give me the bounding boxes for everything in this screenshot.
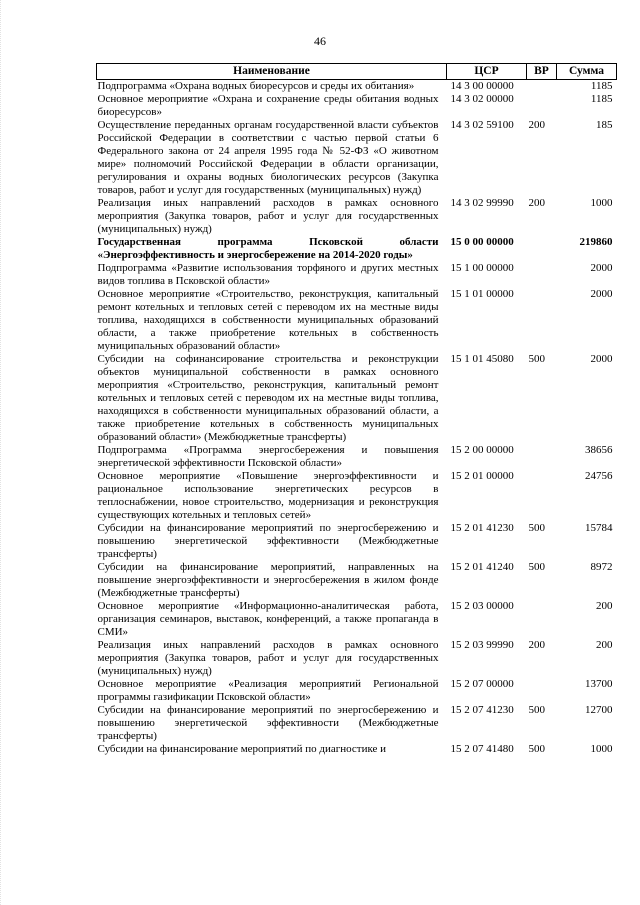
row-sum-cell: 200 xyxy=(596,639,613,651)
row-vr-cell: 200 xyxy=(528,197,545,209)
row-vr-cell xyxy=(527,93,557,119)
row-vr-cell: 500 xyxy=(528,743,545,755)
row-vr-cell xyxy=(527,80,557,94)
table-row xyxy=(97,678,617,704)
scan-edge xyxy=(0,0,11,905)
table-row xyxy=(97,119,617,197)
table-row xyxy=(97,80,617,94)
row-csr-cell: 15 0 00 00000 xyxy=(450,236,514,248)
row-name-cell: Реализация иных направлений расходов в рамках основного мероприятия (Закупка товаров, работ и услуг для государственных (муниципальных) нужд) xyxy=(97,197,439,235)
row-vr-cell xyxy=(527,262,557,288)
row-vr-cell xyxy=(527,678,557,704)
row-sum-cell: 12700 xyxy=(585,704,613,716)
row-vr-cell xyxy=(527,444,557,470)
budget-table xyxy=(96,63,617,756)
row-name-cell: Подпрограмма «Развитие использования торфяного и других местных видов топлива в Псковской области» xyxy=(97,262,439,287)
row-csr-cell: 15 1 01 00000 xyxy=(450,288,514,300)
row-name-cell: Субсидии на финансирование мероприятий по энергосбережению и повышению энергетической эффективности (Межбюджетные трансферты) xyxy=(97,522,439,560)
table-row xyxy=(97,262,617,288)
row-vr-cell: 500 xyxy=(528,522,545,534)
row-csr-cell: 14 3 02 00000 xyxy=(450,93,514,105)
row-vr-cell: 200 xyxy=(528,119,545,131)
row-sum-cell: 8972 xyxy=(590,561,613,573)
table-row xyxy=(97,288,617,353)
row-sum-cell: 38656 xyxy=(585,444,613,456)
row-name-cell: Субсидии на финансирование мероприятий по диагностике и xyxy=(97,743,387,755)
table-body xyxy=(97,80,617,757)
row-sum-cell: 2000 xyxy=(590,262,613,274)
row-sum-cell: 24756 xyxy=(585,470,613,482)
row-name-cell: Основное мероприятие «Повышение энергоэффективности и рациональное использование энергетических ресурсов в теплоснабжении, новое строительство, модернизация и реконструкция существующих котельных и тепловых сетей» xyxy=(97,470,439,521)
row-csr-cell: 14 3 02 99990 xyxy=(450,197,514,209)
row-name-cell: Основное мероприятие «Информационно-аналитическая работа, организация семинаров, выставок, конференций, а также пропаганда в СМИ» xyxy=(97,600,439,638)
row-csr-cell: 15 2 01 00000 xyxy=(450,470,514,482)
row-name-cell: Подпрограмма «Охрана водных биоресурсов и среды их обитания» xyxy=(97,80,415,92)
row-name-cell: Основное мероприятие «Реализация мероприятий Региональной программы газификации Псковской области» xyxy=(97,678,439,703)
row-csr-cell: 15 2 03 99990 xyxy=(450,639,514,651)
row-vr-cell: 500 xyxy=(528,353,545,365)
row-sum-cell: 13700 xyxy=(585,678,613,690)
row-name-cell: Подпрограмма «Программа энергосбережения и повышения энергетической эффективности Псковской области» xyxy=(97,444,439,469)
row-csr-cell: 15 1 00 00000 xyxy=(450,262,514,274)
column-header-vr: ВР xyxy=(527,64,557,80)
row-vr-cell: 200 xyxy=(528,639,545,651)
table-header-row xyxy=(97,64,617,80)
row-name-cell: Основное мероприятие «Строительство, реконструкция, капитальный ремонт котельных и тепловых сетей с переводом их на местные виды топлива, находящихся в собственности муниципальных образований области, а также приобретение котельных в собственность муниципальных образований области» xyxy=(97,288,439,352)
page-number: 46 xyxy=(314,34,326,48)
row-vr-cell xyxy=(527,470,557,522)
table-row xyxy=(97,197,617,236)
row-name-cell: Реализация иных направлений расходов в рамках основного мероприятия (Закупка товаров, работ и услуг для государственных (муниципальных) нужд) xyxy=(97,639,439,677)
row-sum-cell: 2000 xyxy=(590,353,613,365)
row-name-cell: Субсидии на финансирование мероприятий, направленных на повышение энергоэффективности и энергосбережения в жилом фонде (Межбюджетные трансферты) xyxy=(97,561,439,599)
row-csr-cell: 15 2 00 00000 xyxy=(450,444,514,456)
table-row xyxy=(97,639,617,678)
row-sum-cell: 200 xyxy=(596,600,613,612)
row-name-cell: Государственная программа Псковской области «Энергоэффективность и энергосбережение на 2014-2020 годы» xyxy=(97,236,439,261)
table-row xyxy=(97,444,617,470)
row-sum-cell: 1185 xyxy=(590,80,613,92)
column-header-sum: Сумма xyxy=(557,64,617,80)
row-vr-cell xyxy=(527,600,557,639)
table-row xyxy=(97,353,617,444)
row-csr-cell: 15 2 01 41240 xyxy=(450,561,514,573)
row-name-cell: Осуществление переданных органам государственной власти субъектов Российской Федерации в соответствии с частью первой статьи 6 Федерального закона от 24 апреля 1995 года № 52-ФЗ «О животном мире» полномочий Российской Федерации в области организации, регулирования и охраны водных биологических ресурсов (Закупка товаров, работ и услуг для государственных (муниципальных) нужд) xyxy=(97,119,439,196)
row-csr-cell: 15 1 01 45080 xyxy=(450,353,514,365)
row-sum-cell: 219860 xyxy=(579,236,613,248)
row-vr-cell xyxy=(527,288,557,353)
table-row xyxy=(97,93,617,119)
row-sum-cell: 2000 xyxy=(590,288,613,300)
row-csr-cell: 14 3 02 59100 xyxy=(450,119,514,131)
table-row xyxy=(97,743,617,756)
column-header-name: Наименование xyxy=(97,64,447,80)
row-csr-cell: 15 2 07 41480 xyxy=(450,743,514,755)
column-header-csr: ЦСР xyxy=(447,64,527,80)
row-name-cell: Субсидии на финансирование мероприятий по энергосбережению и повышению энергетической эффективности (Межбюджетные трансферты) xyxy=(97,704,439,742)
row-name-cell: Основное мероприятие «Охрана и сохранение среды обитания водных биоресурсов» xyxy=(97,93,439,118)
row-vr-cell: 500 xyxy=(528,704,545,716)
row-csr-cell: 14 3 00 00000 xyxy=(450,80,514,92)
row-name-cell: Субсидии на софинансирование строительства и реконструкции объектов муниципальной собственности в рамках основного мероприятия «Строительство, реконструкция, капитальный ремонт котельных и тепловых сетей с переводом их на местные виды топлива, находящихся в собственности муниципальных образований области, а также приобретение котельных в собственность муниципальных образований области» (Межбюджетные трансферты) xyxy=(97,353,439,443)
row-sum-cell: 15784 xyxy=(585,522,613,534)
table-row xyxy=(97,561,617,600)
row-sum-cell: 185 xyxy=(596,119,613,131)
table-row xyxy=(97,236,617,262)
table-row xyxy=(97,522,617,561)
row-csr-cell: 15 2 01 41230 xyxy=(450,522,514,534)
row-csr-cell: 15 2 03 00000 xyxy=(450,600,514,612)
row-csr-cell: 15 2 07 41230 xyxy=(450,704,514,716)
table-row xyxy=(97,600,617,639)
table-row xyxy=(97,704,617,743)
row-vr-cell: 500 xyxy=(528,561,545,573)
row-vr-cell xyxy=(527,236,557,262)
row-csr-cell: 15 2 07 00000 xyxy=(450,678,514,690)
row-sum-cell: 1000 xyxy=(590,743,613,755)
table-row xyxy=(97,470,617,522)
row-sum-cell: 1000 xyxy=(590,197,613,209)
row-sum-cell: 1185 xyxy=(590,93,613,105)
